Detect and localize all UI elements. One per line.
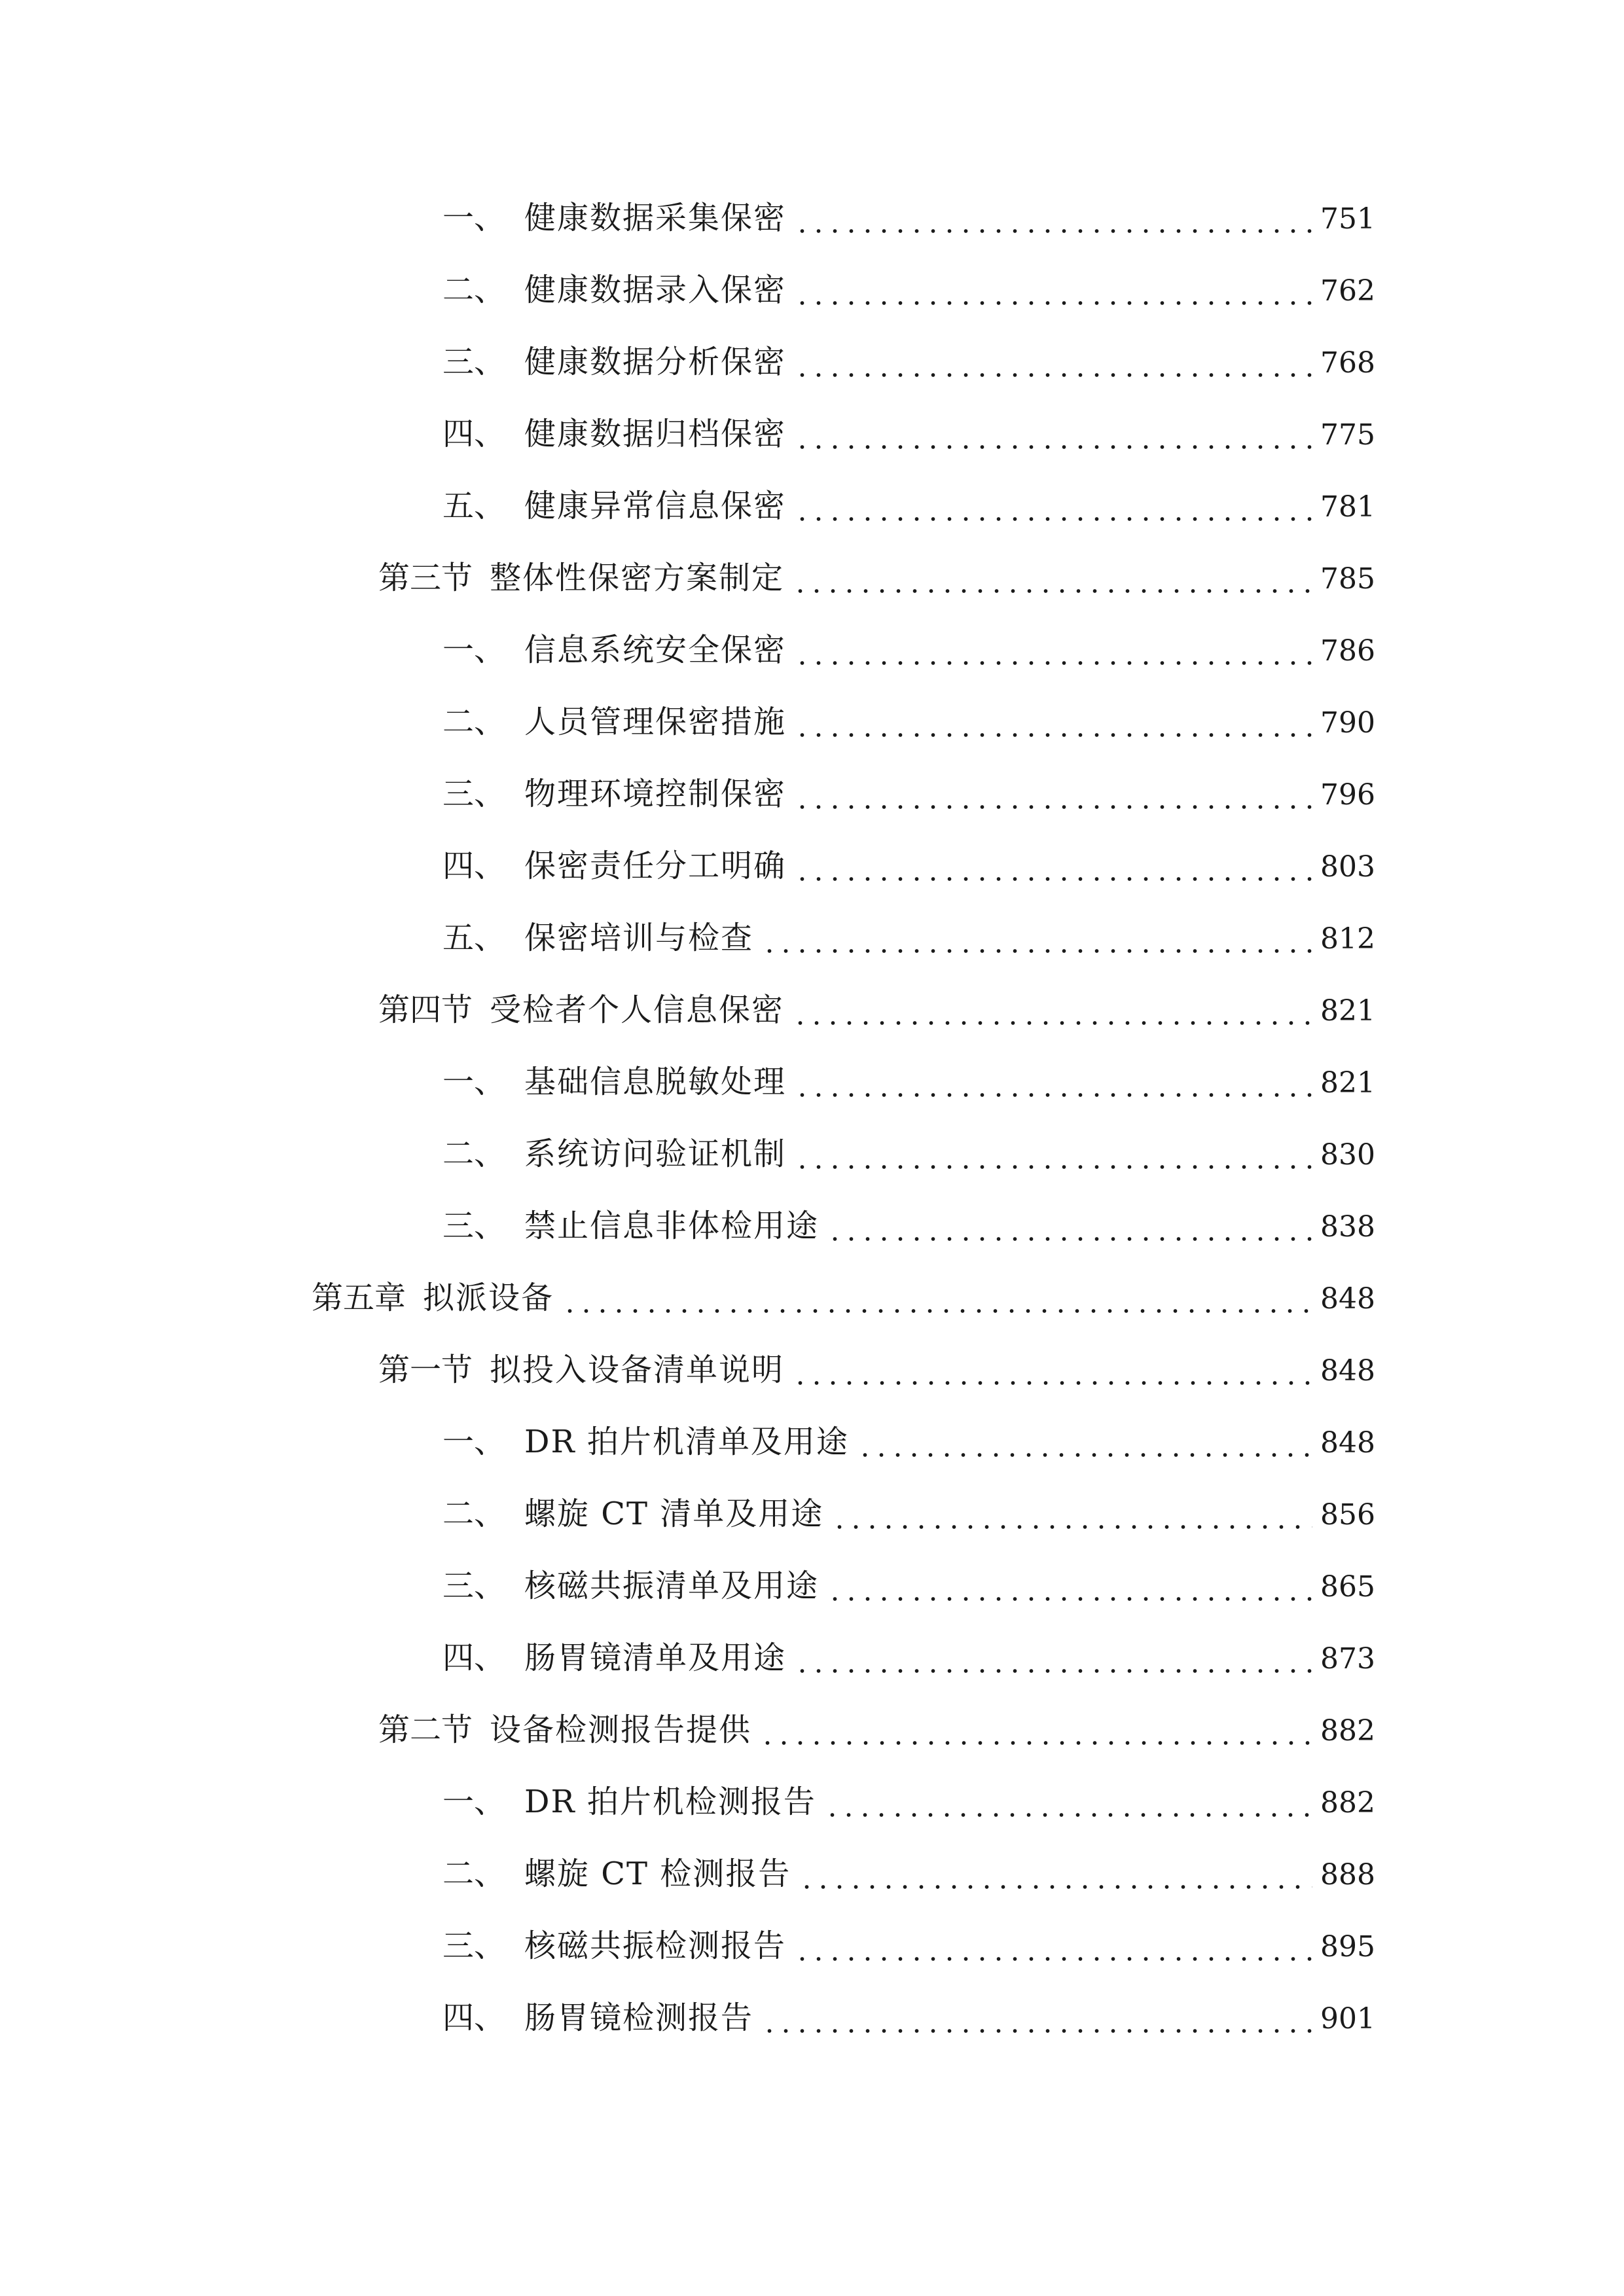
toc-entry-title: 基础信息脱敏处理 [524,1064,787,1100]
toc-entry-number: 五、 [442,920,506,956]
toc-entry-page: 848 [1320,1282,1375,1316]
toc-entry-number: 一、 [442,632,506,668]
toc-entry-page: 781 [1320,490,1375,524]
toc-entry-page: 821 [1320,1066,1375,1100]
toc-entry[interactable] [0,1046,1624,1118]
toc-entry-title: 物理环境控制保密 [524,776,787,812]
toc-entry-title: 保密责任分工明确 [524,848,787,884]
toc-entry[interactable] [0,254,1624,326]
toc-entry-page: 786 [1320,634,1375,668]
toc-dot-leader [794,660,1312,666]
toc-dot-leader [794,1164,1312,1170]
toc-entry-page: 812 [1320,922,1375,956]
toc-dot-leader [794,1956,1312,1962]
toc-entry-number: 五、 [442,488,506,524]
toc-entry[interactable] [0,902,1624,974]
toc-entry-page: 888 [1320,1858,1375,1892]
toc-dot-leader [857,1452,1312,1458]
toc-dot-leader [759,1740,1312,1746]
toc-entry[interactable] [0,1262,1624,1334]
toc-dot-leader [794,732,1312,738]
toc-entry-page: 882 [1320,1714,1375,1748]
toc-dot-leader [761,948,1312,954]
toc-dot-leader [792,1380,1312,1386]
toc-entry[interactable] [0,830,1624,902]
toc-entry-title: 健康异常信息保密 [524,488,787,524]
toc-entry-number: 四、 [442,2000,506,2036]
toc-entry-title: 健康数据分析保密 [524,344,787,380]
toc-entry-page: 882 [1320,1786,1375,1820]
toc-entry-title: DR 拍片机清单及用途 [524,1424,849,1460]
toc-entry-title: 健康数据录入保密 [524,272,787,308]
toc-entry-page: 873 [1320,1642,1375,1676]
toc-dot-leader [799,1884,1312,1890]
toc-entry[interactable] [0,326,1624,398]
toc-entry-number: 二、 [442,1856,506,1892]
toc-entry[interactable] [0,398,1624,470]
toc-dot-leader [792,1020,1312,1026]
toc-entry-number: 第四节 [378,992,473,1028]
toc-entry-page: 775 [1320,418,1375,452]
toc-dot-leader [794,228,1312,234]
toc-entry-title: 核磁共振检测报告 [524,1928,787,1964]
toc-entry[interactable] [0,470,1624,542]
toc-entry[interactable] [0,974,1624,1046]
toc-entry-number: 四、 [442,1640,506,1676]
toc-entry-number: 二、 [442,1496,506,1532]
toc-entry-number: 第二节 [378,1712,473,1748]
toc-entry-number: 第一节 [378,1352,473,1388]
toc-entry-title: 肠胃镜检测报告 [524,2000,754,2036]
toc-entry-page: 856 [1320,1498,1375,1532]
toc-entry[interactable] [0,1550,1624,1622]
toc-entry-page: 803 [1320,850,1375,884]
toc-entry-title: 拟投入设备清单说明 [490,1352,785,1388]
toc-entry-page: 821 [1320,994,1375,1028]
toc-entry-title: 螺旋 CT 清单及用途 [524,1496,824,1532]
toc-entry[interactable] [0,1982,1624,2054]
toc-entry-title: 受检者个人信息保密 [490,992,785,1028]
toc-entry-number: 四、 [442,848,506,884]
toc-entry-number: 一、 [442,200,506,236]
toc-entry-title: 保密培训与检查 [524,920,754,956]
toc-entry-title: 螺旋 CT 检测报告 [524,1856,791,1892]
toc-entry[interactable] [0,182,1624,254]
toc-entry-page: 901 [1320,2002,1375,2036]
toc-entry-number: 第五章 [312,1280,406,1316]
toc-entry[interactable] [0,758,1624,830]
toc-dot-leader [562,1308,1312,1314]
toc-entry-number: 三、 [442,1928,506,1964]
toc-dot-leader [827,1236,1312,1242]
toc-entry-page: 768 [1320,346,1375,380]
toc-entry[interactable] [0,1910,1624,1982]
toc-entry-page: 848 [1320,1426,1375,1460]
toc-entry[interactable] [0,1694,1624,1766]
toc-entry-number: 四、 [442,416,506,452]
toc-entry-title: 禁止信息非体检用途 [524,1208,820,1244]
toc-entry-number: 三、 [442,1208,506,1244]
toc-dot-leader [761,2028,1312,2034]
toc-entry-title: 设备检测报告提供 [490,1712,752,1748]
toc-dot-leader [794,372,1312,378]
toc-entry[interactable] [0,542,1624,614]
toc-entry[interactable] [0,1478,1624,1550]
toc-dot-leader [794,876,1312,882]
toc-entry[interactable] [0,1622,1624,1694]
toc-entry-number: 二、 [442,704,506,740]
toc-entry[interactable] [0,1118,1624,1190]
toc-entry-title: 健康数据归档保密 [524,416,787,452]
toc-entry-number: 二、 [442,272,506,308]
toc-dot-leader [794,516,1312,522]
toc-entry-title: 拟派设备 [423,1280,554,1316]
toc-dot-leader [831,1524,1312,1530]
toc-entry-title: DR 拍片机检测报告 [524,1784,816,1820]
toc-entry-page: 830 [1320,1138,1375,1172]
toc-entry-title: 健康数据采集保密 [524,200,787,236]
toc-dot-leader [792,588,1312,594]
toc-entry-title: 整体性保密方案制定 [490,560,785,596]
toc-dot-leader [794,1668,1312,1674]
toc-entry-number: 三、 [442,1568,506,1604]
toc-entry-title: 核磁共振清单及用途 [524,1568,820,1604]
toc-dot-leader [827,1596,1312,1602]
toc-entry-number: 三、 [442,344,506,380]
toc-entry-number: 二、 [442,1136,506,1172]
toc-entry-number: 三、 [442,776,506,812]
toc-dot-leader [794,300,1312,306]
toc-entry-page: 785 [1320,562,1375,596]
toc-entry-page: 895 [1320,1930,1375,1964]
toc-entry[interactable] [0,1406,1624,1478]
toc-dot-leader [794,444,1312,450]
toc-entry-page: 790 [1320,706,1375,740]
toc-entry-page: 751 [1320,202,1375,236]
toc-dot-leader [824,1812,1312,1818]
table-of-contents [0,182,1624,2054]
toc-entry[interactable] [0,614,1624,686]
toc-entry-title: 肠胃镜清单及用途 [524,1640,787,1676]
toc-entry-page: 865 [1320,1570,1375,1604]
toc-entry-page: 848 [1320,1354,1375,1388]
toc-entry-title: 系统访问验证机制 [524,1136,787,1172]
toc-entry[interactable] [0,1766,1624,1838]
toc-entry-title: 信息系统安全保密 [524,632,787,668]
toc-entry[interactable] [0,1190,1624,1262]
toc-entry-number: 一、 [442,1424,506,1460]
toc-entry-number: 一、 [442,1784,506,1820]
toc-entry-number: 第三节 [378,560,473,596]
toc-entry[interactable] [0,1838,1624,1910]
toc-entry-number: 一、 [442,1064,506,1100]
toc-entry-page: 762 [1320,274,1375,308]
toc-dot-leader [794,804,1312,810]
toc-entry-title: 人员管理保密措施 [524,704,787,740]
toc-entry-page: 838 [1320,1210,1375,1244]
toc-entry-page: 796 [1320,778,1375,812]
toc-entry[interactable] [0,1334,1624,1406]
toc-entry[interactable] [0,686,1624,758]
toc-dot-leader [794,1092,1312,1098]
